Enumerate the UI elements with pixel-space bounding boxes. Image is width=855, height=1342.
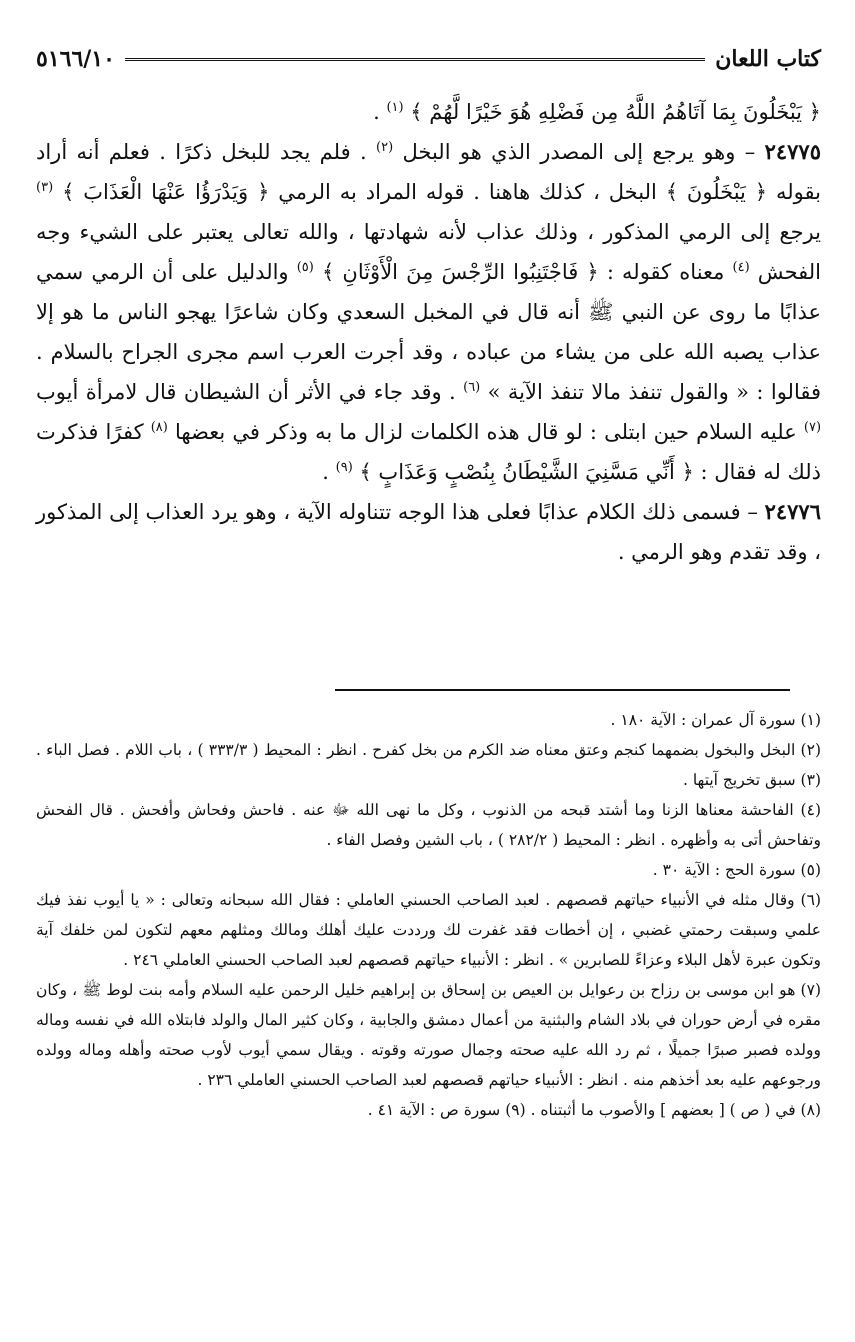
quran-verse: ﴿ أَنِّي مَسَّنِيَ الشَّيْطَانُ بِنُصْبٍ وَعَذَابٍ ﴾ <box>359 460 694 484</box>
paragraph-24775 <box>36 132 821 492</box>
text-run: البخل ، كذلك هاهنا . قوله المراد به الرمي <box>269 180 666 204</box>
footnote-1: (١) سورة آل عمران : الآية ١٨٠ . <box>610 711 821 729</box>
text-run: . <box>373 100 380 124</box>
main-text <box>36 92 821 572</box>
footnote-ref: (٩) <box>335 460 353 475</box>
page-number: ٥١٦٦/١٠ <box>36 46 115 72</box>
page-header <box>36 42 821 76</box>
text-run: يرجع إلى الرمي المذكور ، وذلك عذاب لأنه شهادتها ، والله تعالى يعتبر على الشيء وجه الفحش <box>36 220 821 284</box>
footnote-separator <box>335 689 790 691</box>
text-run: . فلم يجد للبخل ذكرًا . فعلم أنه أراد بقوله <box>36 140 821 204</box>
footnote-ref: (٦) <box>463 380 481 395</box>
footnote-ref: (٧) <box>803 420 822 435</box>
footnote-ref: (١) <box>386 100 404 115</box>
verse-line <box>36 92 821 132</box>
quran-verse: ﴿ يَبْخَلُونَ ﴾ <box>665 180 768 204</box>
paragraph-number: ٢٤٧٧٦ <box>764 499 821 524</box>
footnote-2-3: (٢) البخل والبخول بضمهما كنجم وعتق معناه ضد الكرم من بخل كفرح . انظر : المحيط ( ٣٣٣/٣ ) ، باب اللام . فصل الباء . (٣) سبق تخريج آيتها . <box>36 741 821 789</box>
footnotes <box>36 705 821 1125</box>
quran-verse: ﴿ يَبْخَلُونَ بِمَا آتَاهُمُ اللَّهُ مِن فَضْلِهِ هُوَ خَيْرًا لَّهُمْ ﴾ <box>410 100 821 124</box>
footnote-ref: (٣) <box>36 180 54 195</box>
footnote-6: (٦) وقال مثله في الأنبياء حياتهم قصصهم . لعبد الصاحب الحسني العاملي : فقال الله سبحانه وتعالى : « يا أيوب نفذ فيك علمي وسبقت رحمتي غضبي ، إن أخطات فقد غفرت لك ورددت عليك أهلك ومالك ومثلهم معهم لتكون لمن خلفك آية وتكون عبرة لأهل البلاء وعزاءً للصابرين » . انظر : الأنبياء حياتهم قصصهم لعبد الصاحب الحسني العاملي ٢٤٦ . <box>36 891 821 969</box>
footnote-ref: (٥) <box>296 260 314 275</box>
quran-verse: ﴿ فَاجْتَنِبُوا الرِّجْسَ مِنَ الْأَوْثَانِ ﴾ <box>321 260 599 284</box>
text-run: – فسمى ذلك الكلام عذابًا فعلى هذا الوجه تتناوله الآية ، وهو يرد العذاب إلى المذكور ، وقد تقدم وهو الرمي . <box>36 500 821 564</box>
footnote-ref: (٤) <box>732 260 750 275</box>
text-run: . وقد جاء في الأثر أن الشيطان قال لامرأة أيوب <box>36 380 464 404</box>
footnote-5: (٥) سورة الحج : الآية ٣٠ . <box>652 861 821 879</box>
text-run: معناه كقوله : <box>598 260 733 284</box>
footnote-7: (٧) هو ابن موسى بن رزاح بن رعوايل بن العيص بن إسحاق بن إبراهيم خليل الرحمن عليه السلام وأمه بنت لوط ﷺ ، وكان مقره في أرض حوران في بلاد الشام والبثنية من أعمال دمشق والجابية ، وكان كثير المال والولد فابتلاه الله في نفسه وماله وولده فصبر صبرًا جميلًا ، ثم رد الله عليه صحته وجمال صورته وقوته . ويقال سمي أيوب لأوب صحته وأهله وماله وولده ورجوعهم عليه بعد أخذهم منه . انظر : الأنبياء حياتهم قصصهم لعبد الصاحب الحسني العاملي ٢٣٦ . <box>36 981 821 1089</box>
footnote-ref: (٨) <box>150 420 168 435</box>
header-rule <box>125 58 705 61</box>
footnote-4: (٤) الفاحشة معناها الزنا وما أشتد قبحه من الذنوب ، وكل ما نهى الله ﷻ عنه . فاحش وفحاش وأفحش . قال الفحش وتفاحش أتى به وأظهره . انظر : المحيط ( ٢٨٢/٢ ) ، باب الشين وفصل الفاء . <box>36 801 821 849</box>
paragraph-24776 <box>36 492 821 572</box>
text-run: عليه السلام حين ابتلى : لو قال هذه الكلمات لزال ما به وذكر في بعضها <box>167 420 804 444</box>
footnote-8-9: (٨) في ( ص ) [ بعضهم ] والأصوب ما أثبتناه . (٩) سورة ص : الآية ٤١ . <box>367 1101 821 1119</box>
footnote-ref: (٢) <box>376 140 394 155</box>
text-run: كفرًا فذكرت ذلك له فقال : <box>36 420 821 484</box>
book-title: كتاب اللعان <box>715 46 821 72</box>
quran-verse: ﴿ وَيَدْرَؤُا عَنْهَا الْعَذَابَ ﴾ <box>62 180 270 204</box>
paragraph-number: ٢٤٧٧٥ <box>764 139 821 164</box>
text-run: . <box>322 460 336 484</box>
text-run: والدليل على أن الرمي سمي عذابًا ما روى عن النبي ﷺ أنه قال في المخبل السعدي وكان شاعرًا يهجو الناس ما هو إلا عذاب يصبه الله على من يشاء من عباده ، وقد أجرت العرب اسم مجرى الجراح بالسلام . فقالوا : « والقول تنفذ مالا تنفذ الآية » <box>36 260 821 404</box>
text-run: – وهو يرجع إلى المصدر الذي هو البخل <box>393 140 765 164</box>
